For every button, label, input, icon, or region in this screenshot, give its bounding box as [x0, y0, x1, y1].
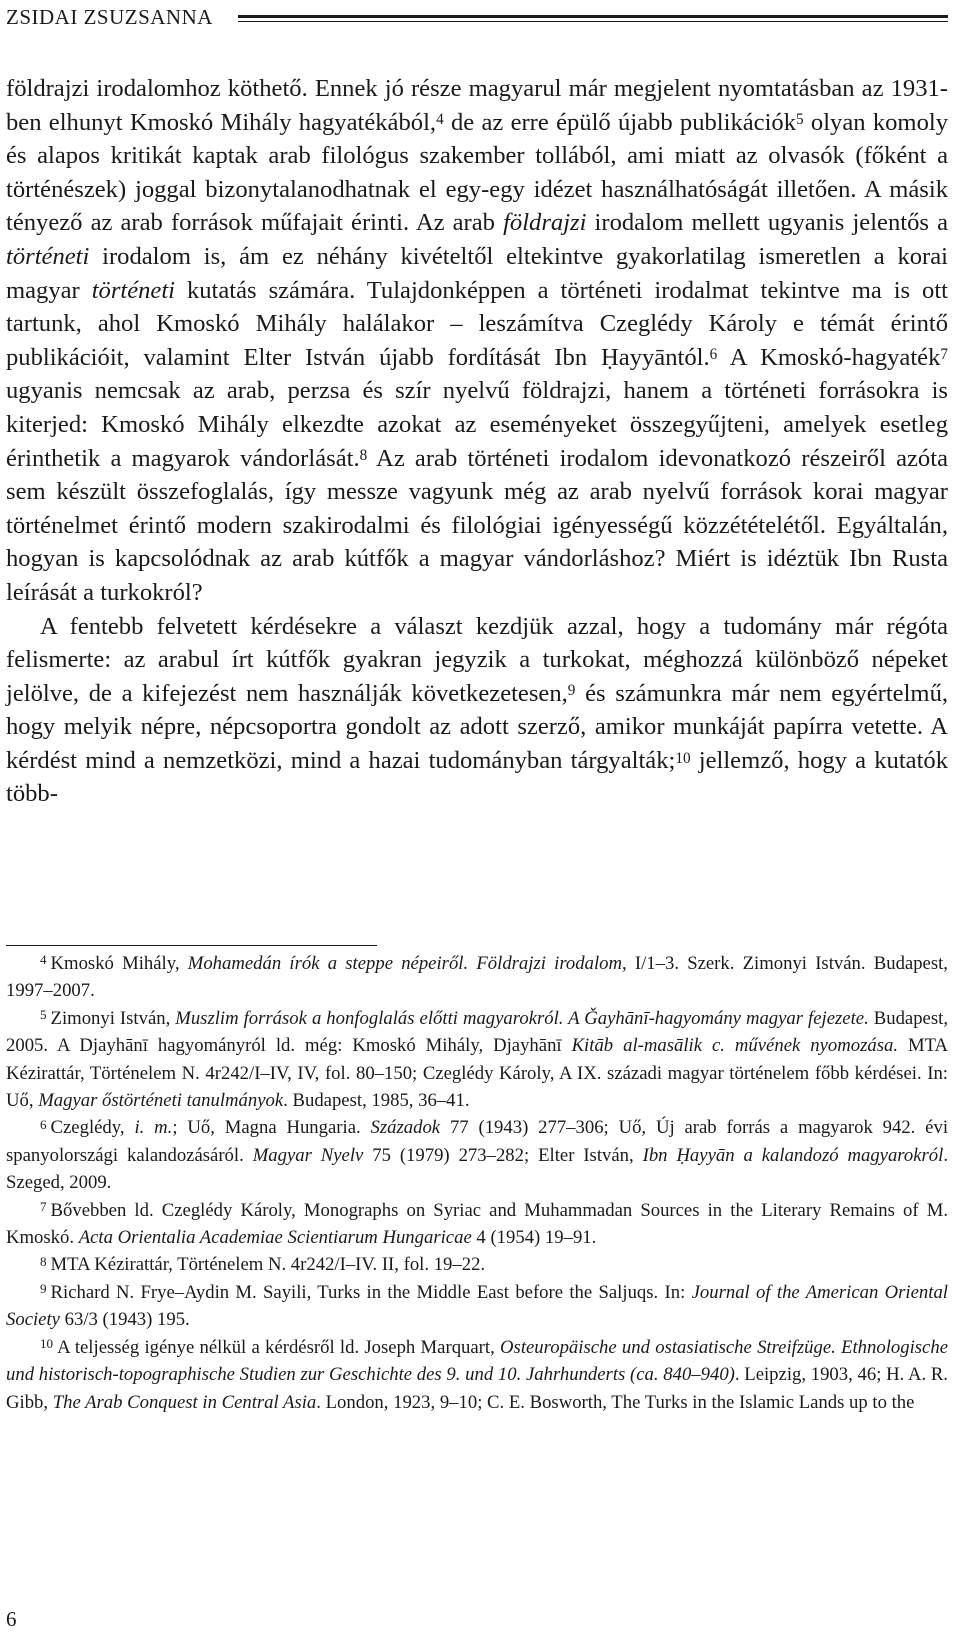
text-run: MTA Kézirattár, Történelem N. 4r242/I–IV. II, fol. 19–22. [50, 1254, 486, 1276]
italic-text: Journal of the American Oriental Society [6, 1281, 948, 1331]
text-run: MTA Kézirattár, Történelem N. 4r242/I–IV, IV, fol. 80–150; Czeglédy Károly, A IX. századi magyar történelem főbb kérdései. In: Uő, [6, 1035, 949, 1112]
footnote-reference: 10 [675, 749, 691, 767]
text-run: , I/1–3. Szerk. Zimonyi István. Budapest, 1997–2007. [6, 953, 948, 1002]
text-run: de az erre épülő újabb publikációk [443, 108, 797, 136]
italic-text: Mohamedán írók a steppe népeiről. Földrajzi irodalom [187, 953, 622, 974]
footnote-reference: 9 [567, 682, 576, 700]
text-run: . Leipzig, 1903, 46; H. A. R. Gibb, [6, 1364, 948, 1413]
text-run: . Szeged, 2009. [6, 1144, 948, 1194]
text-run: 63/3 (1943) 195. [59, 1309, 190, 1331]
footnote-reference: 5 [796, 111, 804, 129]
italic-text: Muszlim források a honfoglalás előtti magyarokról. A Ǧayhānī-hagyomány magyar fejezete. [175, 1007, 869, 1029]
text-run: jellemző, hogy a kutatók több- [6, 746, 948, 808]
italic-text: Magyar Nyelv [252, 1144, 364, 1166]
italic-text: Magyar őstörténeti tanulmányok [38, 1090, 284, 1112]
italic-text: Századok [370, 1117, 441, 1139]
footnote-number: 8 [40, 1253, 47, 1269]
footnote-9 [6, 1279, 948, 1334]
text-run: ugyanis nemcsak az arab, perzsa és szír nyelvű földrajzi, hanem a történeti forrásokra is kiterjed: Kmoskó Mihály elkezdte azokat az eseményeket összegyűjteni, amelyek esetleg érinthetik a magyarok vándorlását. [6, 377, 948, 472]
text-run: . Budapest, 1985, 36–41. [283, 1090, 470, 1112]
footnotes [6, 950, 948, 1416]
italic-text: The Arab Conquest in Central Asia [52, 1391, 317, 1413]
page-number: 6 [6, 1607, 17, 1631]
italic-text: i. m. [134, 1117, 173, 1139]
footnote-5 [6, 1005, 948, 1115]
text-run: és számunkra már nem egyértelmű, hogy melyik népre, népcsoportra gondolt az adott szerző, amikor munkáját papírra vetette. A kérdést mind a nemzetközi, mind a hazai tudományban tárgyalták; [6, 679, 949, 774]
text-run: olyan komoly és alapos kritikát kaptak arab filológus szakember tollából, ami miatt az olvasók (főként a történészek) joggal bizonytalanodhatnak el egy-egy idézet használhatóságát illetően. A másik tényező az arab források műfajait érinti. Az arab [6, 108, 948, 237]
italic-text: történeti [91, 276, 176, 304]
text-run: Az arab történeti irodalom idevonatkozó részeiről azóta sem készült összefoglalás, így messze vagyunk még az arab nyelvű források korai magyar történelmet érintő modern szakirodalmi és filológiai igényességű közzétételétől. Egyáltalán, hogyan is kapcsolódnak az arab kútfők a magyar vándorláshoz? Miért is idéztük Ibn Rusta leírását a turkokról? [6, 444, 948, 606]
footnote-6 [6, 1114, 948, 1196]
running-header [6, 5, 948, 33]
footnote-separator [6, 945, 377, 946]
italic-text: Ibn Ḥayyān a kalandozó magyarokról [642, 1144, 944, 1166]
footnote-10 [6, 1334, 948, 1416]
text-run: 77 (1943) 277–306; Uő, Új arab forrás a magyarok 942. évi spanyolországi kalandozásáról. [6, 1117, 949, 1166]
footnote-number: 5 [40, 1007, 47, 1023]
text-run: földrajzi irodalomhoz köthető. Ennek jó része magyarul már megjelent nyomtatásban az 1931-ben elhunyt Kmoskó Mihály hagyatékából, [6, 75, 948, 136]
footnote-4 [6, 950, 948, 1005]
text-run: A teljesség igénye nélkül a kérdésről ld. Joseph Marquart, [57, 1336, 501, 1358]
text-run: 4 (1954) 19–91. [471, 1227, 597, 1249]
text-run: ; Uő, Magna Hungaria. [172, 1117, 371, 1139]
header-rule-thin [238, 21, 948, 22]
italic-text: Acta Orientalia Academiae Scientiarum Hungaricae [78, 1227, 472, 1249]
italic-text: földrajzi [503, 209, 587, 237]
text-run: irodalom is, ám ez néhány kivételtől eltekintve gyakorlatilag ismeretlen a korai magyar [6, 242, 948, 304]
header-rule-thick [238, 15, 948, 18]
footnote-number: 10 [40, 1336, 54, 1352]
footnote-reference: 7 [940, 346, 949, 364]
footnote-number: 9 [40, 1281, 47, 1297]
text-run: irodalom mellett ugyanis jelentős a [586, 209, 948, 237]
footnote-8 [6, 1251, 948, 1278]
text-run: . London, 1923, 9–10; C. E. Bosworth, The Turks in the Islamic Lands up to the [316, 1391, 915, 1413]
text-run: kutatás számára. Tulajdonképpen a történeti irodalmat tekintve ma is ott tartunk, ahol Kmoskó Mihály halálakor – leszámítva Czeglédy Károly e témát érintő publikációit, valamint Elter István újabb fordítását Ibn Ḥayyāntól. [6, 276, 948, 371]
text-run: A fentebb felvetett kérdésekre a választ kezdjük azzal, hogy a tudomány már régóta felismerte: az arabul írt kútfők gyakran jegyzik a turkokat, méghozzá különböző népeket jelölve, de a kifejezést nem használják következetesen, [6, 612, 948, 707]
text-run: 75 (1979) 273–282; Elter István, [363, 1144, 643, 1166]
footnote-reference: 4 [436, 111, 444, 129]
text-run: Zimonyi István, [50, 1007, 176, 1029]
text-run: Richard N. Frye–Aydin M. Sayili, Turks in the Middle East before the Saljuqs. In: [50, 1281, 692, 1303]
text-run: Budapest, 2005. A Djayhānī hagyományról ld. még: Kmoskó Mihály, Djayhānī [6, 1007, 948, 1057]
body-paragraph-1 [6, 72, 948, 610]
footnote-reference: 6 [709, 346, 718, 364]
footnote-7 [6, 1197, 948, 1252]
footnote-number: 4 [40, 952, 47, 968]
text-run: Bővebben ld. Czeglédy Károly, Monographs on Syriac and Muhammadan Sources in the Literary Remains of M. Kmoskó. [6, 1199, 948, 1249]
footnote-number: 7 [40, 1199, 47, 1215]
text-run: Czeglédy, [50, 1117, 135, 1139]
running-header-title: ZSIDAI ZSUZSANNA [6, 5, 219, 30]
body-paragraph-2 [6, 610, 948, 812]
footnote-number: 6 [40, 1116, 47, 1132]
footnote-reference: 8 [359, 447, 368, 465]
italic-text: Osteuropäische und ostasiatische Streifzüge. Ethnologische und historisch-topographische Studien zur Geschichte des 9. und 10. Jahrhunderts (ca. 840–940) [6, 1336, 948, 1386]
italic-text: történeti [6, 242, 90, 270]
body-text [6, 72, 948, 811]
text-run: A Kmoskó-hagyaték [717, 343, 941, 371]
text-run: Kmoskó Mihály, [50, 953, 188, 974]
italic-text: Kitāb al-masālik c. művének nyomozása. [571, 1035, 898, 1057]
